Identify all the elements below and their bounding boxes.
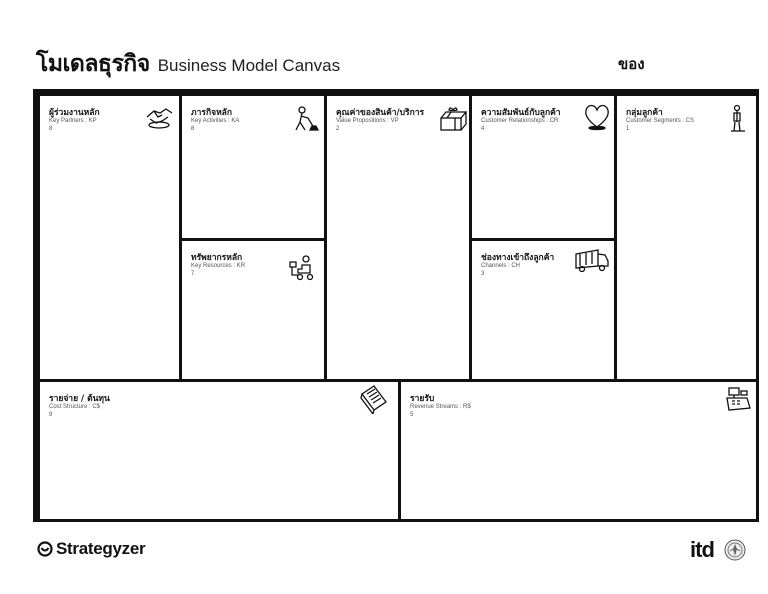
title-english: Business Model Canvas [157, 56, 341, 75]
block-channels[interactable] [469, 238, 617, 382]
block-key-resources[interactable] [179, 238, 327, 382]
itd-logo: itd [690, 537, 714, 562]
block-title-th: ภารกิจหลัก [191, 108, 233, 118]
block-title-th: ความสัมพันธ์กับลูกค้า [481, 108, 561, 118]
block-title-en: Cost Structure : C$ [49, 404, 101, 410]
block-title-en: Customer Relationships : CR [481, 118, 559, 124]
worker-icon [290, 104, 320, 134]
page-title [36, 46, 340, 82]
block-title-th: ช่องทางเข้าถึงลูกค้า [481, 253, 555, 263]
block-number: 3 [481, 271, 485, 277]
block-title-en: Revenue Streams : R$ [410, 404, 471, 410]
block-title-th: รายรับ [410, 394, 435, 404]
heart-icon [582, 101, 612, 131]
partner-logos [690, 537, 746, 563]
forklift-icon [288, 253, 318, 283]
cash-register-icon [723, 386, 753, 416]
block-number: 4 [481, 126, 485, 132]
block-number: 9 [49, 412, 53, 418]
block-number: 7 [191, 271, 195, 277]
block-number: 8 [191, 126, 195, 132]
block-number: 8 [49, 126, 53, 132]
brand-name: Strategyzer [56, 539, 146, 558]
title-thai: โมเดลธุรกิจ [36, 51, 150, 77]
block-title-en: Key Resources : KR [191, 263, 246, 269]
strategyzer-logo [37, 539, 145, 559]
person-icon [723, 104, 753, 134]
block-number: 2 [336, 126, 340, 132]
block-title-en: Key Activities : KA [191, 118, 240, 124]
block-title-en: Key Partners : KP [49, 118, 97, 124]
block-number: 5 [410, 412, 414, 418]
seal-icon [724, 539, 746, 561]
block-key-partners[interactable] [37, 93, 182, 382]
block-title-th: กลุ่มลูกค้า [626, 108, 663, 118]
owner-label: ของ [618, 55, 645, 73]
block-title-th: ทรัพยากรหลัก [191, 253, 243, 263]
receipt-icon [358, 384, 388, 414]
block-title-th: รายจ่าย / ต้นทุน [49, 394, 110, 404]
strategyzer-mark-icon [37, 541, 53, 557]
gift-icon [437, 106, 467, 136]
truck-icon [574, 246, 610, 276]
block-number: 1 [626, 126, 630, 132]
block-title-th: ผู้ร่วมงานหลัก [49, 108, 100, 118]
block-customer-relationships[interactable] [469, 93, 617, 241]
handshake-icon [144, 101, 174, 131]
business-model-canvas [33, 89, 759, 522]
block-title-en: Customer Segments : CS [626, 118, 695, 124]
block-value-propositions[interactable] [324, 93, 472, 382]
block-customer-segments[interactable] [614, 93, 759, 382]
block-cost-structure[interactable] [37, 379, 401, 522]
block-title-en: Value Propositions : VP [336, 118, 399, 124]
block-revenue-streams[interactable] [398, 379, 759, 522]
block-title-en: Channels : CH [481, 263, 521, 269]
block-title-th: คุณค่าของสินค้า/บริการ [336, 108, 425, 118]
block-key-activities[interactable] [179, 93, 327, 241]
